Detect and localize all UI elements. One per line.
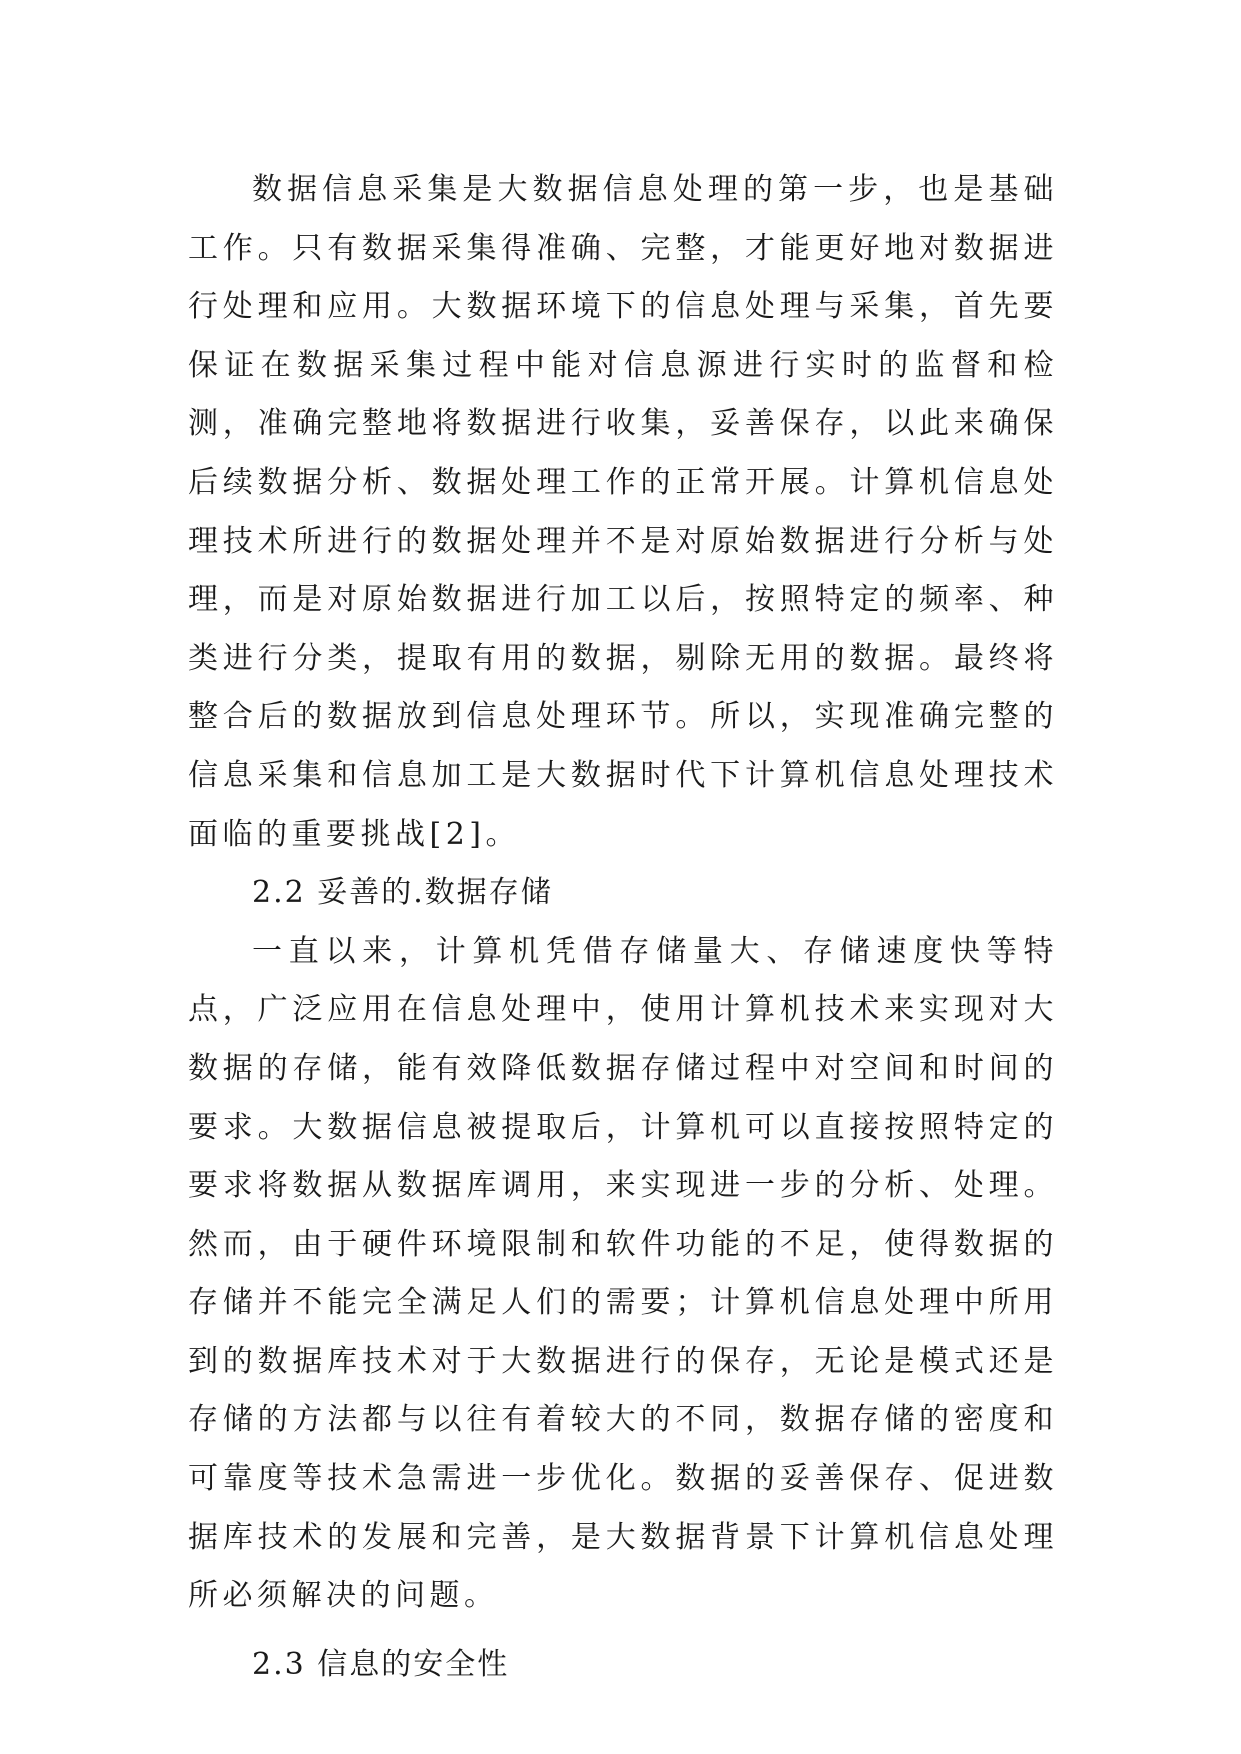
document-body: [188, 161, 1058, 1694]
section-heading-2-3: 2.3 信息的安全性: [252, 1646, 510, 1682]
paragraph-data-collection: 数据信息采集是大数据信息处理的第一步，也是基础工作。只有数据采集得准确、完整，才能更好地对数据进行处理和应用。大数据环境下的信息处理与采集，首先要保证在数据采集过程中能对信息源进行实时的监督和检测，准确完整地将数据进行收集，妥善保存，以此来确保后续数据分析、数据处理工作的正常开展。计算机信息处理技术所进行的数据处理并不是对原始数据进行分析与处理，而是对原始数据进行加工以后，按照特定的频率、种类进行分类，提取有用的数据，剔除无用的数据。最终将整合后的数据放到信息处理环节。所以，实现准确完整的信息采集和信息加工是大数据时代下计算机信息处理技术面临的重要挑战[2]。: [188, 172, 1058, 852]
paragraph-data-storage: 一直以来，计算机凭借存储量大、存储速度快等特点，广泛应用在信息处理中，使用计算机技术来实现对大数据的存储，能有效降低数据存储过程中对空间和时间的要求。大数据信息被提取后，计算机可以直接按照特定的要求将数据从数据库调用，来实现进一步的分析、处理。然而，由于硬件环境限制和软件功能的不足，使得数据的存储并不能完全满足人们的需要；计算机信息处理中所用到的数据库技术对于大数据进行的保存，无论是模式还是存储的方法都与以往有着较大的不同，数据存储的密度和可靠度等技术急需进一步优化。数据的妥善保存、促进数据库技术的发展和完善，是大数据背景下计算机信息处理所必须解决的问题。: [188, 933, 1058, 1614]
section-heading-2-2: 2.2 妥善的.数据存储: [252, 875, 553, 911]
